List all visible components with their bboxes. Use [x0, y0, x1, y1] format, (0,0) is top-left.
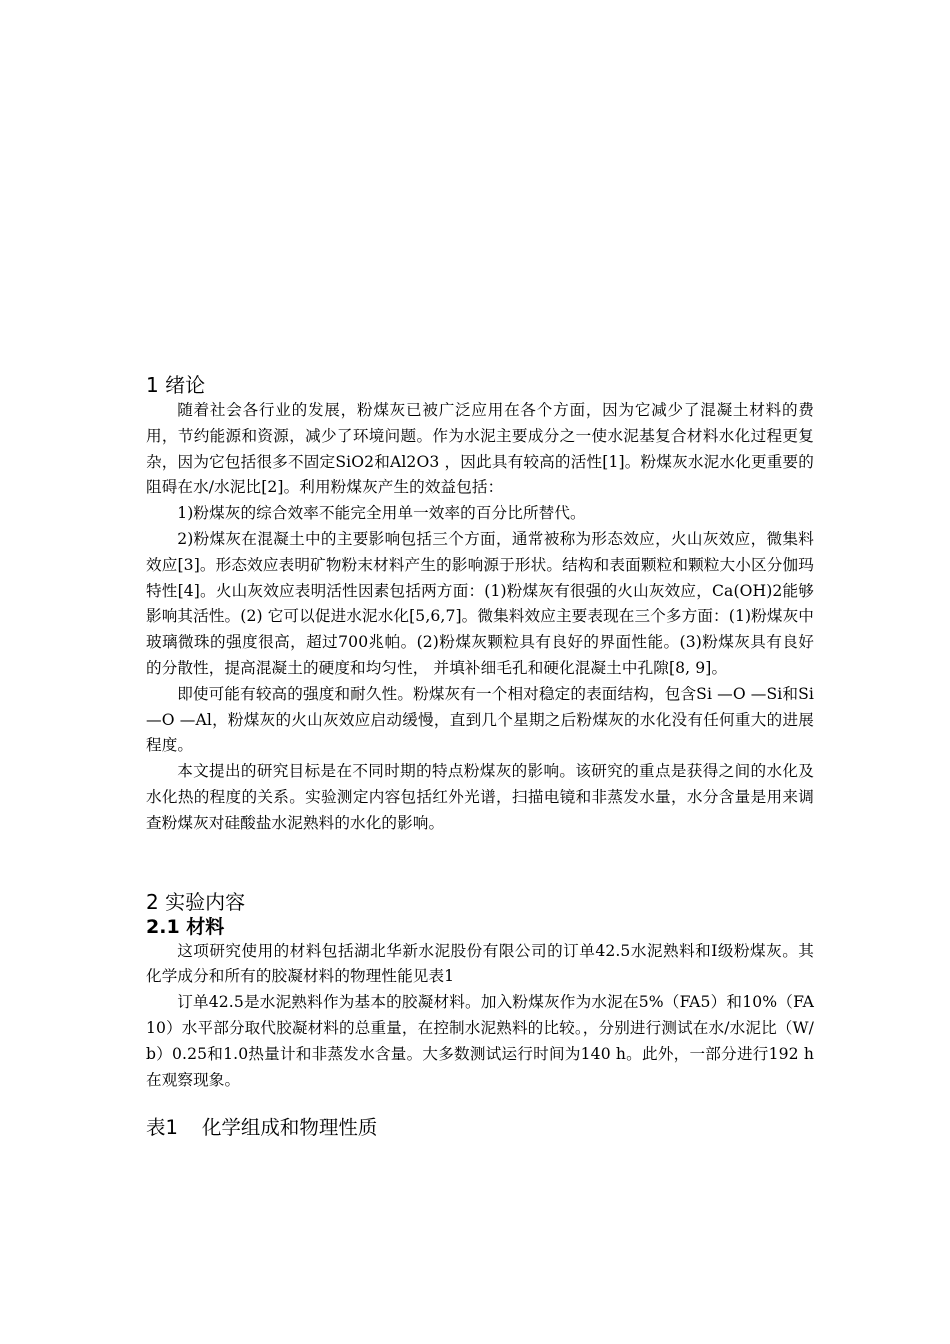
section-spacer: [146, 837, 814, 889]
document-body: [146, 372, 814, 1141]
table-1-title: 化学组成和物理性质: [201, 1116, 378, 1140]
section-1-heading: 1 绪论: [146, 373, 206, 397]
table-1-caption: [146, 1115, 814, 1141]
section-2-1-paragraph-2: 订单42.5是水泥熟料作为基本的胶凝材料。加入粉煤灰作为水泥在5%（FA5）和10%（FA10）水平部分取代胶凝材料的总重量，在控制水泥熟料的比较。，分别进行测试在水/水泥比（W/ b）0.25和1.0热量计和非蒸发水含量。大多数测试运行时间为140 h。此外，一部分进行192 h在观察现象。: [146, 993, 814, 1089]
section-1-paragraph-1: 随着社会各行业的发展，粉煤灰已被广泛应用在各个方面，因为它减少了混凝土材料的费用，节约能源和资源，减少了环境问题。作为水泥主要成分之一使水泥基复合材料水化过程更复杂，因为它包括很多不固定SiO2和Al2O3 ，因此具有较高的活性[1]。粉煤灰水泥水化更重要的阻碍在水/水泥比[2]。利用粉煤灰产生的效益包括：: [146, 401, 814, 497]
section-1-paragraph-3: 2)粉煤灰在混凝土中的主要影响包括三个方面，通常被称为形态效应，火山灰效应，微集料效应[3]。形态效应表明矿物粉末材料产生的影响源于形状。结构和表面颗粒和颗粒大小区分伽玛特性[4]。火山灰效应表明活性因素包括两方面：(1)粉煤灰有很强的火山灰效应，Ca(OH)2能够影响其活性。(2) 它可以促进水泥水化[5,6,7]。微集料效应主要表现在三个多方面：(1)粉煤灰中玻璃微珠的强度很高，超过700兆帕。(2)粉煤灰颗粒具有良好的界面性能。(3)粉煤灰具有良好的分散性，提高混凝土的硬度和均匀性， 并填补细毛孔和硬化混凝土中孔隙[8, 9]。: [146, 529, 814, 677]
table-spacer: [146, 1093, 814, 1115]
section-2-1-heading: 2.1 材料: [146, 915, 225, 938]
section-2-1-paragraph-1: 这项研究使用的材料包括湖北华新水泥股份有限公司的订单42.5水泥熟料和Ⅰ级粉煤灰。其化学成分和所有的胶凝材料的物理性能见表1: [146, 941, 814, 986]
table-1-label: 表1: [146, 1116, 178, 1140]
section-1-paragraph-2: 1)粉煤灰的综合效率不能完全用单一效率的百分比所替代。: [177, 504, 586, 523]
section-2-heading: 2 实验内容: [146, 889, 246, 914]
section-1-paragraph-5: 本文提出的研究目标是在不同时期的特点粉煤灰的影响。该研究的重点是获得之间的水化及水化热的程度的关系。实验测定内容包括红外光谱，扫描电镜和非蒸发水量，水分含量是用来调查粉煤灰对硅酸盐水泥熟料的水化的影响。: [146, 762, 814, 832]
section-1-paragraph-4: 即使可能有较高的强度和耐久性。粉煤灰有一个相对稳定的表面结构，包含Si —O —Si和Si —O —Al，粉煤灰的火山灰效应启动缓慢，直到几个星期之后粉煤灰的水化没有任何重大的进展程度。: [146, 684, 814, 755]
